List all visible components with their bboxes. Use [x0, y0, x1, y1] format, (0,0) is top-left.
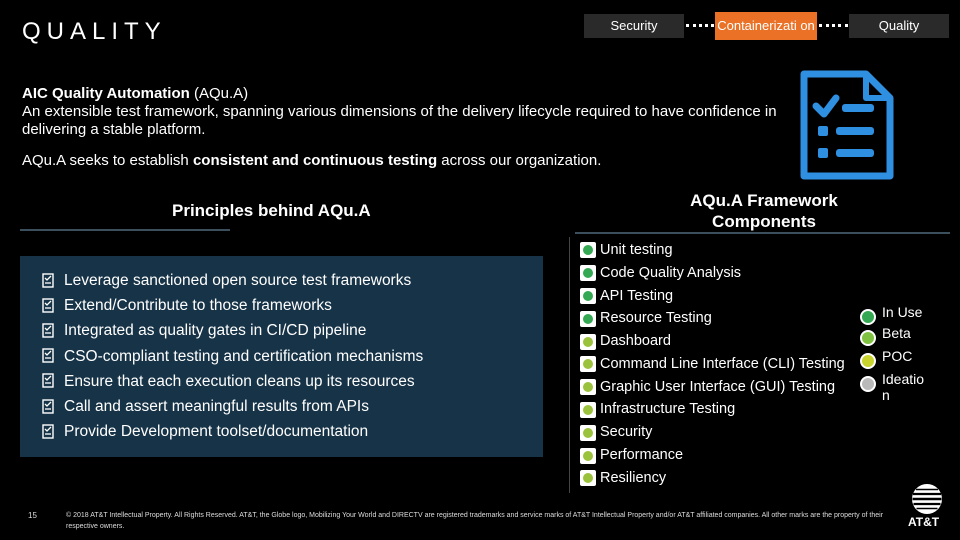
component-item: [580, 467, 845, 490]
status-dot: [583, 337, 593, 347]
component-label: Graphic User Interface (GUI) Testing: [600, 378, 836, 395]
intro-block: [22, 85, 802, 139]
checklist-bullet-icon: [42, 424, 56, 440]
divider: [20, 229, 230, 231]
pipeline-connector: [686, 24, 714, 27]
component-item: [580, 285, 845, 308]
pipeline-step-security[interactable]: Security: [584, 14, 684, 38]
principle-label: Leverage sanctioned open source test frameworks: [64, 272, 412, 290]
status-dot: [583, 268, 593, 278]
checklist-bullet-icon: [42, 323, 56, 339]
status-indicator-icon: [580, 265, 596, 281]
status-dot: [583, 451, 593, 461]
pipeline-step-containerization[interactable]: Containerizati on: [715, 12, 817, 40]
component-item: [580, 444, 845, 467]
principle-label: CSO-compliant testing and certification mechanisms: [64, 347, 424, 365]
principle-item: [42, 318, 542, 343]
status-dot: [583, 314, 593, 324]
principle-label: Ensure that each execution cleans up its resources: [64, 372, 415, 390]
component-label: Infrastructure Testing: [600, 401, 736, 418]
component-label: Resiliency: [600, 469, 667, 486]
checklist-bullet-icon: [42, 348, 56, 364]
att-logo-text: AT&T: [908, 515, 940, 529]
status-indicator-icon: [580, 379, 596, 395]
status-dot: [583, 405, 593, 415]
legend-label: Beta: [882, 325, 911, 341]
checklist-document-icon: [796, 70, 894, 180]
status-indicator-icon: [580, 448, 596, 464]
status-dot: [583, 291, 593, 301]
legend-swatch: [860, 376, 876, 392]
mission-statement: [22, 152, 802, 169]
status-dot: [583, 473, 593, 483]
component-label: Command Line Interface (CLI) Testing: [600, 355, 845, 372]
page-number: 15: [28, 511, 37, 520]
status-indicator-icon: [580, 425, 596, 441]
component-item: [580, 307, 845, 330]
status-indicator-icon: [580, 288, 596, 304]
checklist-bullet-icon: [42, 273, 56, 289]
principle-label: Integrated as quality gates in CI/CD pipeline: [64, 322, 367, 340]
principle-item: [42, 394, 542, 419]
pipeline-step-quality[interactable]: Quality: [849, 14, 949, 38]
component-item: [580, 399, 845, 422]
components-title: AQu.A Framework Components: [690, 191, 838, 231]
component-item: [580, 330, 845, 353]
component-item: [580, 376, 845, 399]
component-item: [580, 353, 845, 376]
principle-item: [42, 419, 542, 444]
status-indicator-icon: [580, 242, 596, 258]
principle-label: Provide Development toolset/documentation: [64, 423, 369, 441]
legend-label: In Use: [882, 304, 923, 320]
intro-description: An extensible test framework, spanning various dimensions of the delivery lifecycle required to have confidence in delivering a stable platform.: [22, 103, 777, 138]
legend-label: POC: [882, 348, 913, 364]
checklist-bullet-icon: [42, 399, 56, 415]
att-globe-logo-icon: [911, 483, 943, 515]
component-item: [580, 262, 845, 285]
legend-swatch: [860, 309, 876, 325]
intro-heading-suffix: (AQu.A): [189, 85, 249, 102]
principle-item: [42, 369, 542, 394]
component-label: API Testing: [600, 287, 674, 304]
component-label: Dashboard: [600, 333, 671, 350]
legend-swatch: [860, 330, 876, 346]
divider: [569, 237, 570, 493]
status-indicator-icon: [580, 334, 596, 350]
mission-suffix: across our organization.: [437, 152, 602, 169]
pipeline-connector: [819, 24, 848, 27]
status-indicator-icon: [580, 356, 596, 372]
mission-emphasis: consistent and continuous testing: [192, 152, 438, 169]
page-title: QUALITY: [22, 18, 167, 45]
status-dot: [583, 428, 593, 438]
status-indicator-icon: [580, 311, 596, 327]
status-indicator-icon: [580, 470, 596, 486]
status-dot: [583, 382, 593, 392]
component-label: Performance: [600, 447, 684, 464]
checklist-bullet-icon: [42, 298, 56, 314]
divider: [575, 232, 950, 234]
component-item: [580, 421, 845, 444]
mission-prefix: AQu.A seeks to establish: [22, 152, 193, 169]
component-label: Code Quality Analysis: [600, 264, 742, 281]
principles-list: [42, 268, 542, 444]
copyright-notice: © 2018 AT&T Intellectual Property. All Rights Reserved. AT&T, the Globe logo, Mobilizing Your World and DIRECTV are registered trademarks and service marks of AT&T Intellectual Property and/or AT&T affiliated companies. All other marks are the property of their respective owners.: [66, 512, 884, 530]
status-indicator-icon: [580, 402, 596, 418]
component-item: [580, 239, 845, 262]
principle-label: Call and assert meaningful results from APIs: [64, 398, 369, 416]
checklist-bullet-icon: [42, 373, 56, 389]
component-label: Resource Testing: [600, 310, 712, 327]
status-dot: [583, 245, 593, 255]
status-dot: [583, 359, 593, 369]
component-label: Security: [600, 424, 653, 441]
principle-item: [42, 268, 542, 293]
principle-item: [42, 293, 542, 318]
legend-label: Ideatio n: [882, 371, 925, 403]
principle-label: Extend/Contribute to those frameworks: [64, 297, 332, 315]
principles-title: Principles behind AQu.A: [172, 201, 371, 220]
legend-swatch: [860, 353, 876, 369]
component-label: Unit testing: [600, 241, 673, 258]
components-list: [580, 239, 845, 490]
intro-heading: AIC Quality Automation: [22, 85, 190, 102]
principle-item: [42, 344, 542, 369]
